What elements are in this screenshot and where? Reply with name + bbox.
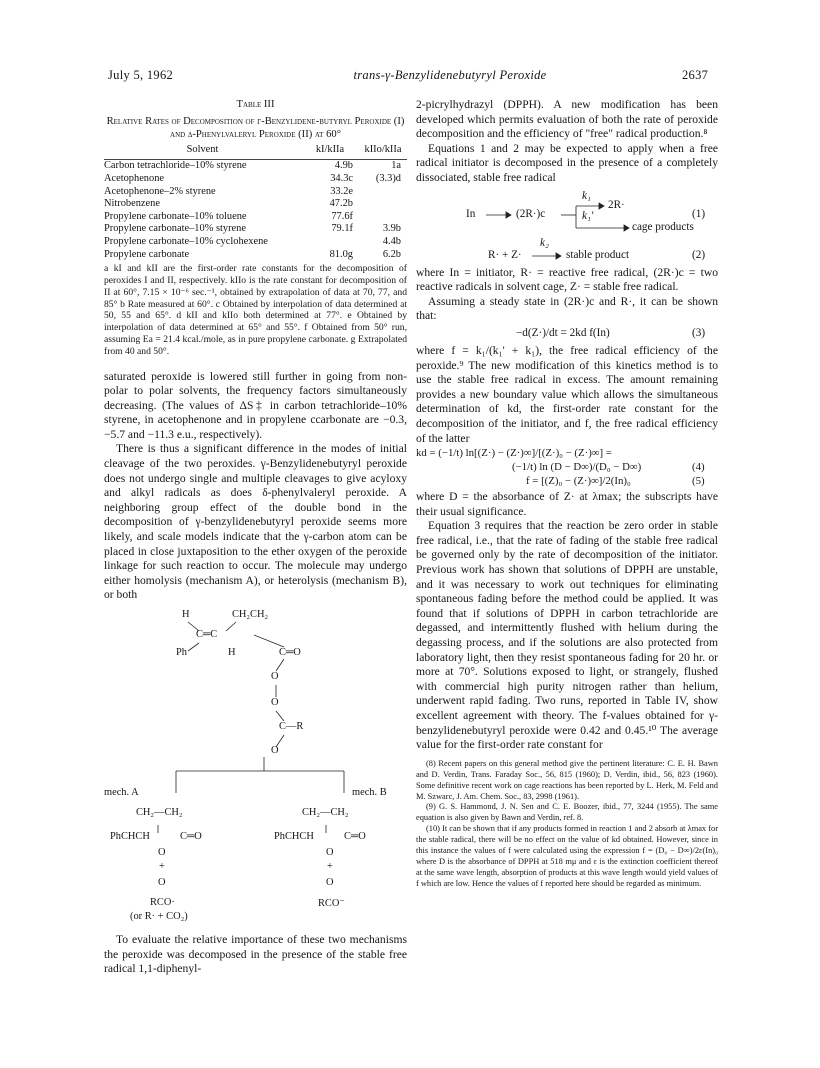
footnote: (8) Recent papers on this general method give the pertinent literature: C. E. H. Bawn and D. Verdin, Trans. Faraday Soc., 56, 815 (1960); D. Verdin, ibid., 56, 823 (1960). Some definitive recent work on cage reactions has been reported by L. Herk, M. Feld and M. Szwarc, J. Am. Chem. Soc., 83, 2998 (1961). [416,758,718,801]
footnote: (9) G. S. Hammond, J. N. Sen and C. E. Boozer, ibid., 77, 3244 (1955). The same equation is also given by Bawn and Verdin, ref. 8. [416,802,718,823]
scheme-label: O [271,697,279,708]
paragraph: where In = initiator, R· = reactive free radical, (2R·)c = two reactive radicals in solvent cage, Z· = stable free radical. [416,265,718,294]
mechanism-products: O + O RCO· (or R· + CO₂) O + O RCO⁻ [130,847,345,922]
table-label: Table III [236,99,275,110]
table-row: Propylene carbonate 81.0g 6.2b [104,248,401,260]
table-row: Propylene carbonate–10% toluene 77.6f [104,210,353,222]
table-footnote: a kI and kII are the first-order rate constants for the decomposition of peroxides I and II, respectively. kIIo is the rate constant for decomposition of II at 60°, 7.15 × 10⁻⁶ sec.⁻¹, obtained by extrapolation of data at 70, 77, and 85° b Rate measured at 60°. c Obtained by interpolation of data determined at 50, 55 and 65°. d kII and kIIo both determined at 77°. e Obtained by interpolation of data determined at 65° and 55°. f Obtained from 50° run, assuming Ea = 21.4 kcal./mole, as in pure propylene carbonate. g Extrapolated from 40 and 50°. [104,263,407,357]
table-row: Acetophenone–2% styrene 33.2e [104,185,353,197]
table-row: Propylene carbonate–10% styrene 79.1f 3.9b [104,223,401,235]
footnote: (10) It can be shown that if any products formed in reaction 1 and 2 absorb at λmax for the stable radical, there will be no effect on the value of kd obtained. However, since in this instance the values of f were calculated using the expression f = (D₀ − D∞)/2ε(In)₀ where D is the absorbance of DPPH at 518 mμ and ε is the extinction coefficient thereof at the same wave length, absorption of products at this wave length would yield values of f which are low. Hence the values of f reported here should be regarded as minimum. [416,824,718,888]
paragraph: saturated peroxide is lowered still further in going from non-polar to polar solvents, the frequency factors simultaneously decreasing. (The values of ΔS‡ in carbon tetrachloride–10% styrene, in acetophenone and in propylene ccarbonate are −0.3, −5.7 and −11.3 e.u., respectively). [104,369,407,441]
scheme-label: Ph [176,647,187,658]
paragraph: where f = k₁/(k₁' + k₁), the free radical efficiency of the peroxide.⁹ The new modification of this kinetics method is to use the stable free radical in excess. The amount remaining provides a new boundary value which allows the simultaneous determination of kd, the first-order rate constant for the decomposition of the initiator, and f, the free radical efficiency of the latter [416,343,718,445]
footnotes [416,759,718,890]
body-text-left-end [104,933,407,977]
scheme-label: C═O [180,831,202,842]
scheme-label: H [228,647,236,658]
scheme-label: C—R [279,721,304,732]
equations-4-5: kd = (−1/t) ln[(Z·) − (Z·)∞]/[(Z·)₀ − (Z·)∞] = (−1/t) ln (D − D∞)/(D₀ − D∞) (4) f = [(Z)₀ − (Z·)∞]/2(In)₀ (5) [416,447,705,488]
scheme-label: C═O [344,831,366,842]
running-title: trans-γ-Benzylidenebutyryl Peroxide [353,68,547,82]
col-header-ratio2: kIIo/kIIa [364,143,402,155]
scheme-label: O [271,671,279,682]
mechanism-scheme [104,607,407,847]
scheme-label: O [271,745,279,756]
mech-b-label: mech. B [352,787,387,798]
paragraph: There is thus a significant difference in the modes of initial cleavage of the two peroxides. γ-Benzylidenebutyryl peroxide does not undergo single and multiple cleavages to give acyloxy and alkyl radicals as does δ-phenylvaleryl peroxide. A neighboring group effect of the double bond in the decomposition of γ-benzylidenebutyryl peroxide seems more likely, and scale models indicate that the γ-carbon atom can be placed in close juxtaposition to the ether oxygen of the peroxide linkage for such reaction to occur. The molecule may undergo either homolysis (mechanism A), or heterolysis (mechanism B), or both [104,442,407,602]
table-row: Acetophenone 34.3c (3.3)d [104,172,401,184]
paragraph: where D = the absorbance of Z· at λmax; the subscripts have their usual significance. [416,490,718,518]
mech-a-label: mech. A [104,787,139,798]
paragraph: Equations 1 and 2 may be expected to apply when a free radical initiator is decomposed in the presence of a completely dissociated, stable free radical [416,141,718,184]
table-caption: Relative Rates of Decomposition of γ-Benzylidene-butyryl Peroxide (I) and δ-Phenylvaleryl Peroxide (II) at 60° [106,115,405,141]
left-column [104,98,407,977]
col-header-solvent: Solvent [186,143,219,155]
col-header-ratio1: kI/kIIa [315,143,345,155]
paragraph: Assuming a steady state in (2R·)c and R·, it can be shown that: [416,294,718,323]
header-date: July 5, 1962 [108,68,174,82]
scheme-label: PhCHCH [274,831,314,842]
rates-table [104,144,407,261]
body-text-left [104,370,407,604]
equation-1: In (2R·)c k₁ k₁' 2R· cage products (1) [416,188,718,240]
table-row: Nitrobenzene 47.2b [104,198,353,210]
scheme-label: PhCHCH [110,831,150,842]
table-row: Propylene carbonate–10% cyclohexene 4.4b [104,235,401,247]
scheme-label: H [182,609,190,620]
table-row: Carbon tetrachloride–10% styrene 4.9b 1a [104,160,401,172]
scheme-label: CH₂—CH₂ [136,807,183,818]
scheme-label: CH₂CH₂ [232,609,269,620]
page-number: 2637 [682,68,709,82]
paragraph: To evaluate the relative importance of these two mechanisms the peroxide was decomposed in the presence of the stable free radical 1,1-diphenyl- [104,933,407,976]
table-header-row [104,144,407,157]
equation-3: −d(Z·)/dt = 2kd f(In) (3) [516,326,706,339]
paragraph: 2-picrylhydrazyl (DPPH). A new modification has been developed which permits evaluation of both the rate of peroxide decomposition and the efficiency of "free" radical production.⁸ [416,98,718,141]
scheme-label: C═O [279,647,301,658]
paragraph: Equation 3 requires that the reaction be zero order in stable free radical, i.e., that the rate of fading of the stable free radical be governed only by the rate of decomposition of the initiator. Previous work has shown that solutions of DPPH are unstable, and it was necessary to work out techniques for eliminating spontaneous fading before the method could be applied. It was found that if solutions of DPPH in carbon tetrachloride are degassed, and intermittently flushed with helium during the degassing process, and if the solutions are also protected from laboratory light, then they resist spontaneous fading for 20 hr. or more at 70°. Solutions exposed to light, or strangely, flushed with commercial high purity nitrogen rather than helium, underwent rapid fading. Two runs, reported in Table IV, show excellent agreement with theory. The f-values obtained for γ-benzylidenebutyryl peroxide were 0.42 and 0.45.¹⁰ The average value for the first-order rate constant for [416,519,718,752]
scheme-label: CH₂—CH₂ [302,807,349,818]
scheme-label: C═C [196,629,218,640]
right-column [416,98,718,890]
equation-2: R· + Z· k₂ stable product (2) [416,240,718,266]
mech-a-alt: (or R· + CO₂) [130,911,188,922]
